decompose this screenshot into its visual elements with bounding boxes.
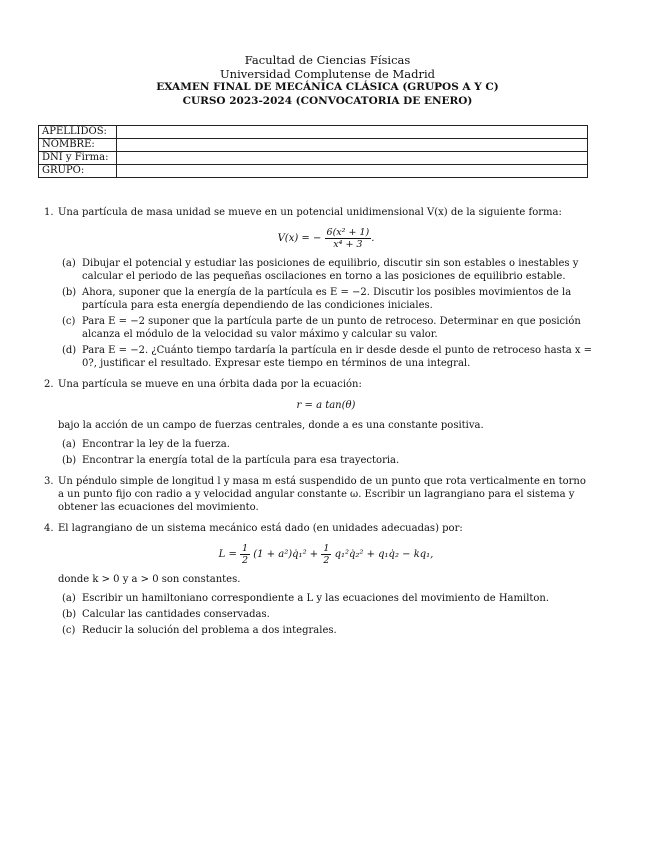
- question-4b: [58, 608, 594, 621]
- faculty-name: Facultad de Ciencias Físicas: [244, 53, 411, 67]
- fraction-denominator: 2: [242, 555, 249, 566]
- exam-header: [0, 54, 655, 108]
- equation-end: .: [371, 233, 375, 244]
- nombre-row: [39, 139, 588, 152]
- equation-lhs: V(x) = −: [277, 233, 322, 244]
- question-4: [44, 522, 594, 637]
- question-number: 2.: [44, 379, 54, 390]
- question-3: [44, 475, 594, 514]
- question-intro: Una partícula se mueve en una órbita dada por la ecuación:: [58, 379, 362, 390]
- question-4c: [58, 624, 594, 637]
- question-text: Un péndulo simple de longitud l y masa m está suspendido de un punto que rota verticalmente en torno a un punto fijo con radio a y velocidad angular constante ω. Escribir un lagrangiano para el sistema y obtener las ecuaciones del movimiento.: [58, 476, 586, 513]
- course-line: CURSO 2023-2024 (CONVOCATORIA DE ENERO): [182, 94, 473, 107]
- subquestions: [58, 592, 594, 637]
- subquestion-text: Para E = −2. ¿Cuánto tiempo tardaría la partícula en ir desde desde el punto de retroceso hasta x = 0?, justificar el resultado. Expresar este tiempo en términos de una integral.: [82, 345, 593, 369]
- student-info-table: [38, 125, 588, 178]
- equation-term-2: q₁²q̇₂² + q₁q̇₂ − kq₁,: [334, 549, 434, 560]
- subquestion-text: Reducir la solución del problema a dos integrales.: [82, 625, 337, 636]
- equation-lhs: L =: [218, 549, 237, 560]
- question-context: bajo la acción de un campo de fuerzas centrales, donde a es una constante positiva.: [58, 420, 484, 431]
- half-fraction-2: [321, 543, 331, 566]
- equation-term-1: (1 + a²)q̇₁² +: [253, 549, 319, 560]
- half-fraction: [240, 543, 250, 566]
- orbit-equation: r = a tan(θ): [296, 400, 356, 411]
- nombre-field[interactable]: [117, 139, 588, 152]
- subquestions: [58, 438, 594, 467]
- subquestion-label: (b): [62, 287, 77, 298]
- question-1b: [58, 286, 594, 312]
- question-intro: Una partícula de masa unidad se mueve en un potencial unidimensional V(x) de la siguiente forma:: [58, 207, 562, 218]
- potential-equation: [58, 227, 594, 250]
- subquestion-label: (b): [62, 609, 77, 620]
- subquestion-label: (a): [62, 593, 76, 604]
- question-context: donde k > 0 y a > 0 son constantes.: [58, 574, 241, 585]
- subquestion-label: (a): [62, 439, 76, 450]
- nombre-label: NOMBRE:: [39, 139, 117, 152]
- dni-label: DNI y Firma:: [39, 152, 117, 165]
- apellidos-row: [39, 126, 588, 139]
- exam-questions: [44, 206, 594, 645]
- question-number: 3.: [44, 476, 54, 487]
- grupo-field[interactable]: [117, 165, 588, 178]
- subquestion-text: Para E = −2 suponer que la partícula parte de un punto de retroceso. Determinar en que posición alcanza el módulo de la velocidad su valor máximo y calcular su valor.: [82, 316, 581, 340]
- subquestion-label: (c): [62, 625, 76, 636]
- question-2: [44, 378, 594, 467]
- grupo-label: GRUPO:: [39, 165, 117, 178]
- lagrangian-equation: [58, 543, 594, 566]
- fraction-numerator: 6(x² + 1): [326, 227, 370, 238]
- fraction-denominator: 2: [323, 555, 330, 566]
- dni-row: [39, 152, 588, 165]
- subquestion-text: Calcular las cantidades conservadas.: [82, 609, 270, 620]
- question-1c: [58, 315, 594, 341]
- equation-fraction: [325, 227, 375, 250]
- apellidos-field[interactable]: [117, 126, 588, 139]
- grupo-row: [39, 165, 588, 178]
- dni-field[interactable]: [117, 152, 588, 165]
- question-4a: [58, 592, 594, 605]
- subquestion-label: (c): [62, 316, 76, 327]
- subquestion-text: Encontrar la energía total de la partícula para esa trayectoria.: [82, 455, 400, 466]
- subquestion-text: Ahora, suponer que la energía de la partícula es E = −2. Discutir los posibles movimientos de la partícula para esta energía dependiendo de las condiciones iniciales.: [82, 287, 572, 311]
- subquestion-label: (b): [62, 455, 77, 466]
- apellidos-label: APELLIDOS:: [39, 126, 117, 139]
- question-number: 4.: [44, 523, 54, 534]
- subquestion-label: (a): [62, 258, 76, 269]
- university-name: Universidad Complutense de Madrid: [219, 66, 435, 81]
- fraction-denominator: x⁴ + 3: [333, 239, 363, 250]
- fraction-numerator: 1: [242, 543, 249, 554]
- question-intro: El lagrangiano de un sistema mecánico está dado (en unidades adecuadas) por:: [58, 523, 463, 534]
- subquestion-text: Dibujar el potencial y estudiar las posiciones de equilibrio, discutir sin son estables o inestables y calcular el periodo de las pequeñas oscilaciones en torno a las posiciones de equilibrio estable.: [82, 258, 579, 282]
- question-number: 1.: [44, 207, 54, 218]
- question-1d: [58, 344, 594, 370]
- fraction-numerator: 1: [323, 543, 330, 554]
- subquestion-text: Encontrar la ley de la fuerza.: [82, 439, 230, 450]
- question-2a: [58, 438, 594, 451]
- exam-title: EXAMEN FINAL DE MECÁNICA CLÁSICA (GRUPOS A Y C): [156, 81, 499, 93]
- question-1: [44, 206, 594, 370]
- question-2b: [58, 454, 594, 467]
- subquestion-text: Escribir un hamiltoniano correspondiente a L y las ecuaciones del movimiento de Hamilton.: [82, 593, 550, 604]
- subquestion-label: (d): [62, 345, 77, 356]
- question-1a: [58, 257, 594, 283]
